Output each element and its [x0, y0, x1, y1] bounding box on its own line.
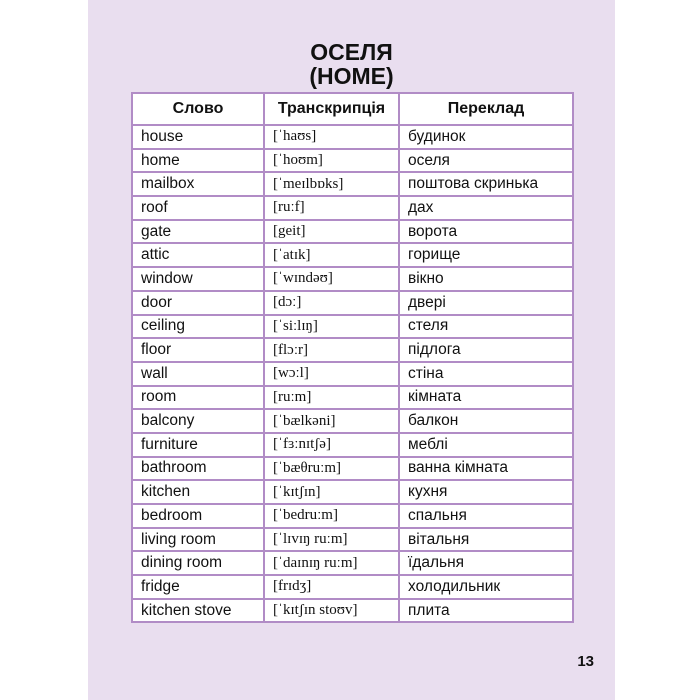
table-row [132, 149, 573, 173]
transcription-cell: [frɪdʒ] [264, 575, 399, 599]
transcription-cell: [ˈkɪtʃɪn] [264, 480, 399, 504]
word-cell: door [132, 291, 264, 315]
word-cell: dining room [132, 551, 264, 575]
transcription-cell: [ˈbæθruːm] [264, 457, 399, 481]
word-cell: bedroom [132, 504, 264, 528]
transcription-cell: [geit] [264, 220, 399, 244]
translation-cell: поштова скринька [399, 172, 573, 196]
word-cell: kitchen stove [132, 599, 264, 623]
table-row [132, 575, 573, 599]
transcription-cell: [ˈfɜːnɪtʃə] [264, 433, 399, 457]
word-cell: room [132, 386, 264, 410]
translation-cell: горище [399, 243, 573, 267]
translation-cell: двері [399, 291, 573, 315]
table-row [132, 196, 573, 220]
page-title: ОСЕЛЯ [310, 39, 393, 65]
header-word: Слово [132, 93, 264, 125]
word-cell: wall [132, 362, 264, 386]
word-cell: balcony [132, 409, 264, 433]
translation-cell: підлога [399, 338, 573, 362]
transcription-cell: [ˈhaʊs] [264, 125, 399, 149]
table-row [132, 243, 573, 267]
vocabulary-table [131, 92, 574, 623]
translation-cell: холодильник [399, 575, 573, 599]
word-cell: home [132, 149, 264, 173]
translation-cell: меблі [399, 433, 573, 457]
translation-cell: їдальня [399, 551, 573, 575]
header-transcription: Транскрипція [264, 93, 399, 125]
table-row [132, 220, 573, 244]
page [88, 0, 615, 700]
table-row [132, 338, 573, 362]
transcription-cell: [ˈsiːlɪŋ] [264, 315, 399, 339]
transcription-cell: [wɔːl] [264, 362, 399, 386]
word-cell: floor [132, 338, 264, 362]
transcription-cell: [dɔː] [264, 291, 399, 315]
table-row [132, 504, 573, 528]
transcription-cell: [flɔːr] [264, 338, 399, 362]
translation-cell: вікно [399, 267, 573, 291]
page-number: 13 [577, 653, 594, 670]
table-row [132, 599, 573, 623]
word-cell: roof [132, 196, 264, 220]
translation-cell: оселя [399, 149, 573, 173]
translation-cell: будинок [399, 125, 573, 149]
word-cell: kitchen [132, 480, 264, 504]
word-cell: attic [132, 243, 264, 267]
table-row [132, 480, 573, 504]
table-row [132, 409, 573, 433]
table-row [132, 457, 573, 481]
transcription-cell: [ˈbælkəni] [264, 409, 399, 433]
table-row [132, 172, 573, 196]
transcription-cell: [ˈmeɪlbɒks] [264, 172, 399, 196]
transcription-cell: [ˈkɪtʃɪn stoʊv] [264, 599, 399, 623]
word-cell: ceiling [132, 315, 264, 339]
translation-cell: спальня [399, 504, 573, 528]
translation-cell: стіна [399, 362, 573, 386]
word-cell: house [132, 125, 264, 149]
table-header-row [132, 93, 573, 125]
table-row [132, 433, 573, 457]
translation-cell: дах [399, 196, 573, 220]
table-row [132, 315, 573, 339]
word-cell: living room [132, 528, 264, 552]
word-cell: window [132, 267, 264, 291]
word-cell: mailbox [132, 172, 264, 196]
table-row [132, 125, 573, 149]
translation-cell: кухня [399, 480, 573, 504]
table-row [132, 362, 573, 386]
translation-cell: кімната [399, 386, 573, 410]
table-row [132, 386, 573, 410]
translation-cell: ворота [399, 220, 573, 244]
translation-cell: стеля [399, 315, 573, 339]
translation-cell: плита [399, 599, 573, 623]
translation-cell: балкон [399, 409, 573, 433]
translation-cell: вітальня [399, 528, 573, 552]
word-cell: gate [132, 220, 264, 244]
transcription-cell: [ruːm] [264, 386, 399, 410]
table-row [132, 291, 573, 315]
word-cell: furniture [132, 433, 264, 457]
transcription-cell: [ˈbedruːm] [264, 504, 399, 528]
transcription-cell: [ˈhoʊm] [264, 149, 399, 173]
page-subtitle: (HOME) [309, 63, 394, 89]
table-row [132, 551, 573, 575]
translation-cell: ванна кімната [399, 457, 573, 481]
table-row [132, 528, 573, 552]
word-cell: bathroom [132, 457, 264, 481]
header-translation: Переклад [399, 93, 573, 125]
transcription-cell: [ˈlɪvɪŋ ruːm] [264, 528, 399, 552]
transcription-cell: [ˈatɪk] [264, 243, 399, 267]
transcription-cell: [ˈwɪndəʊ] [264, 267, 399, 291]
transcription-cell: [ˈdaɪnɪŋ ruːm] [264, 551, 399, 575]
transcription-cell: [ruːf] [264, 196, 399, 220]
table-row [132, 267, 573, 291]
word-cell: fridge [132, 575, 264, 599]
